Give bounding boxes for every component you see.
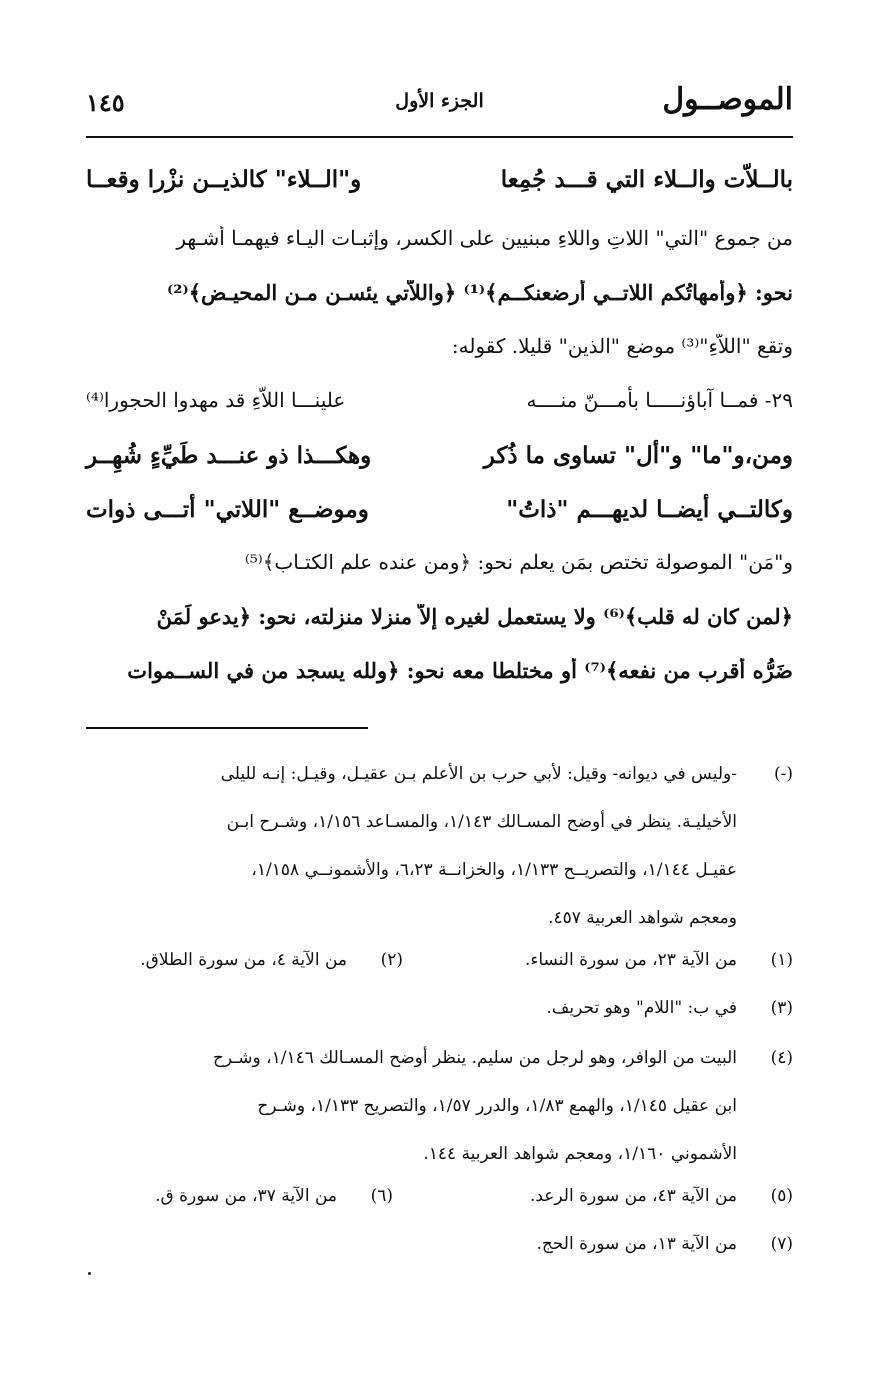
footnote-4 xyxy=(86,1034,793,1178)
running-header xyxy=(86,82,793,124)
footnote-text: من الآية ٣٧، من سورة ق. xyxy=(155,1186,337,1206)
footnote-line: عقيـل ١/١٤٤، والتصريــح ١/١٣٣، والخزانــة ٦،٢٣، والأشمونــي ١/١٥٨، xyxy=(251,860,737,880)
verse-hemistich-second: و"الــلاء" كالذيــن نزْرا وقعــا xyxy=(86,166,362,193)
footnote-7 xyxy=(86,1234,793,1274)
footnote-mark: (٧) xyxy=(770,1234,793,1254)
footnote-text: من الآية ١٣، من سورة الحج. xyxy=(536,1234,737,1254)
footnote-pair-1-2 xyxy=(86,950,793,990)
footnote-separator xyxy=(86,727,368,729)
part-label: الجزء الأول xyxy=(395,90,484,112)
verse-hemistich-second: وهكـــذا ذو عنـــد طَيِّءٍ شُهِــر xyxy=(86,442,372,469)
footnote-dash xyxy=(86,750,793,942)
print-speck xyxy=(88,1272,91,1275)
footnote-mark: (٦) xyxy=(370,1186,393,1206)
footnote-mark: (٥) xyxy=(770,1186,793,1206)
prose-line-2: نحو: ﴿وأمهاتُكم اللاتــي أرضعنكــم﴾⁽¹⁾ ﴿واللاّتي يئسـن مـن المحيـض﴾⁽²⁾ xyxy=(167,280,793,305)
footnote-mark: (٣) xyxy=(770,998,793,1018)
footnote-line: ومعجم شواهد العربية ٤٥٧. xyxy=(548,908,737,928)
verse-line-1 xyxy=(86,166,793,210)
verse-hemistich-second: وموضــع "اللاتي" أتـــى ذوات xyxy=(86,496,369,523)
shahid-hemistich-first: ٢٩- فمــا آباؤنـــــا بأمـــنّ منــــه xyxy=(526,388,793,412)
prose-line-3: وتقع "اللاّءِ"⁽³⁾ موضع "الذين" قليلا. كقوله: xyxy=(451,334,793,358)
verse-hemistich-first: بالــلاّت والــلاء التي قـــد جُمِعا xyxy=(500,166,793,193)
footnote-mark: (١) xyxy=(770,950,793,970)
verse-hemistich-first: وكالتــي أيضــا لديهـــم "ذاتُ" xyxy=(506,496,793,523)
prose-line-4: و"مَن" الموصولة تختص بمَن يعلم نحو: ﴿ومن عنده علم الكتـاب﴾⁽⁵⁾ xyxy=(244,550,793,574)
prose-line-6: ضَرُّه أقرب من نفعه﴾⁽⁷⁾ أو مختلطا معه نحو: ﴿ولله يسجد من في الســموات xyxy=(127,658,793,683)
footnote-text: من الآية ٢٣، من سورة النساء. xyxy=(524,950,737,970)
footnote-line: البيت من الوافر، وهو لرجل من سليم. ينظر أوضح المسـالك ١/١٤٦، وشـرح xyxy=(212,1048,737,1068)
prose-line-5: ﴿لمن كان له قلب﴾⁽⁶⁾ ولا يستعمل لغيره إلاّ منزلا منزلته، نحو: ﴿يدعو لَمَنْ xyxy=(156,604,793,629)
page-number: ١٤٥ xyxy=(86,88,125,117)
footnote-text: من الآية ٤، من سورة الطلاق. xyxy=(140,950,347,970)
footnote-line: ابن عقيل ١/١٤٥، والهمع ١/٨٣، والدرر ١/٥٧، والتصريح ١/١٣٣، وشـرح xyxy=(257,1096,737,1116)
footnote-line: -وليس في ديوانه- وقيل: لأبي حرب بن الأعلم بـن عقيـل، وقيـل: إنـه لليلى xyxy=(220,764,737,784)
header-rule xyxy=(86,136,793,138)
footnote-mark: (٢) xyxy=(380,950,403,970)
footnote-pair-5-6 xyxy=(86,1186,793,1226)
footnote-text: من الآية ٤٣، من سورة الرعد. xyxy=(529,1186,737,1206)
prose-line-1: من جموع "التي" اللاتِ واللاءِ مبنيين على الكسر، وإثبـات اليـاء فيهمـا أشـهر xyxy=(176,226,793,250)
footnote-3 xyxy=(86,998,793,1038)
footnote-mark: (٤) xyxy=(770,1048,793,1068)
shahid-verse xyxy=(86,388,793,432)
chapter-title: الموصــول xyxy=(662,82,793,117)
verse-hemistich-first: ومن،و"ما" و"أل" تساوى ما ذُكر xyxy=(483,442,793,469)
verse-line-3 xyxy=(86,496,793,540)
verse-line-2 xyxy=(86,442,793,486)
footnote-text: في ب: "اللام" وهو تحريف. xyxy=(546,998,737,1018)
footnote-line: الأشموني ١/١٦٠، ومعجم شواهد العربية ١٤٤. xyxy=(423,1144,737,1164)
footnote-line: الأخيليـة. ينظر في أوضح المسـالك ١/١٤٣، والمسـاعد ١/١٥٦، وشـرح ابـن xyxy=(226,812,737,832)
footnote-mark: (-) xyxy=(773,764,793,784)
shahid-hemistich-second: علينـــا اللاّءِ قد مهدوا الحجورا⁽⁴⁾ xyxy=(86,388,346,412)
